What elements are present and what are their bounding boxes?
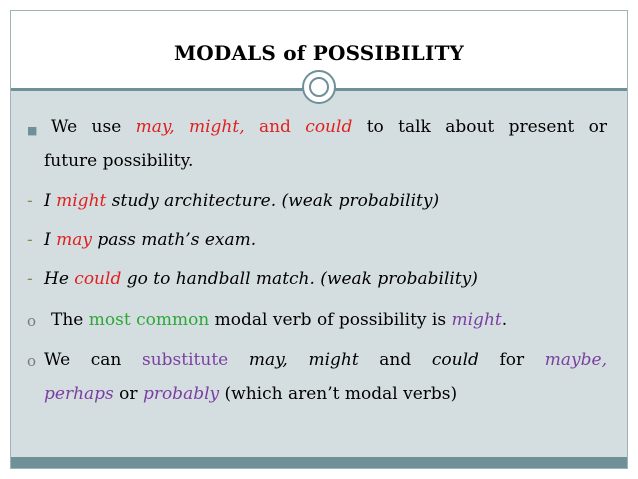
word: to — [366, 117, 384, 137]
text-segment: The — [51, 310, 89, 330]
bullet-3-text — [44, 230, 256, 250]
bullet-1-line-2: future possibility. — [44, 151, 194, 171]
word: or — [588, 117, 607, 137]
word-perhaps: perhaps — [44, 384, 114, 404]
dash-bullet: - — [27, 269, 33, 289]
word-might: might, — [188, 117, 245, 137]
highlight-may: may — [56, 230, 92, 250]
word: We — [51, 117, 78, 137]
circle-bullet: o — [27, 312, 37, 330]
dash-bullet: - — [27, 191, 33, 211]
text-segment: pass math’s exam. — [91, 230, 257, 250]
word: for — [499, 350, 525, 370]
highlight-might: might — [451, 310, 502, 330]
word: present — [508, 117, 575, 137]
word-may: may, — [248, 350, 288, 370]
square-bullet-icon: ■ — [27, 124, 38, 137]
word: use — [91, 117, 122, 137]
word-substitute: substitute — [141, 350, 229, 370]
text-segment: go to handball match. (weak probability) — [121, 269, 478, 289]
bullet-6-line-1 — [44, 350, 607, 370]
word-could: could — [305, 117, 353, 137]
text-segment: study architecture. (weak probability) — [106, 191, 440, 211]
dash-bullet: - — [27, 230, 33, 250]
word: can — [90, 350, 122, 370]
highlight-might: might — [56, 191, 107, 211]
text-segment: I — [44, 191, 57, 211]
text-segment: or — [113, 384, 143, 404]
slide-title: MODALS of POSSIBILITY — [173, 41, 465, 65]
word-may: may, — [135, 117, 175, 137]
text-segment: . — [501, 310, 508, 330]
text-segment: modal verb of possibility is — [209, 310, 452, 330]
circle-bullet: o — [27, 352, 37, 370]
word: about — [445, 117, 495, 137]
word: talk — [398, 117, 431, 137]
text-segment: I — [44, 230, 57, 250]
word-might: might — [308, 350, 359, 370]
highlight-could: could — [74, 269, 122, 289]
highlight-most-common: most common — [88, 310, 210, 330]
bullet-1-line-1 — [51, 117, 607, 137]
word: We — [44, 350, 71, 370]
word-could: could — [431, 350, 479, 370]
word: and — [379, 350, 412, 370]
text-segment: (which aren’t modal verbs) — [219, 384, 458, 404]
word-probably: probably — [142, 384, 220, 404]
word-maybe: maybe, — [544, 350, 607, 370]
bullet-5-text — [51, 310, 507, 330]
bullet-2-text — [44, 191, 439, 211]
text-segment: He — [44, 269, 75, 289]
bullet-4-text — [44, 269, 478, 289]
word-and: and — [258, 117, 291, 137]
bullet-6-line-2 — [44, 384, 457, 404]
